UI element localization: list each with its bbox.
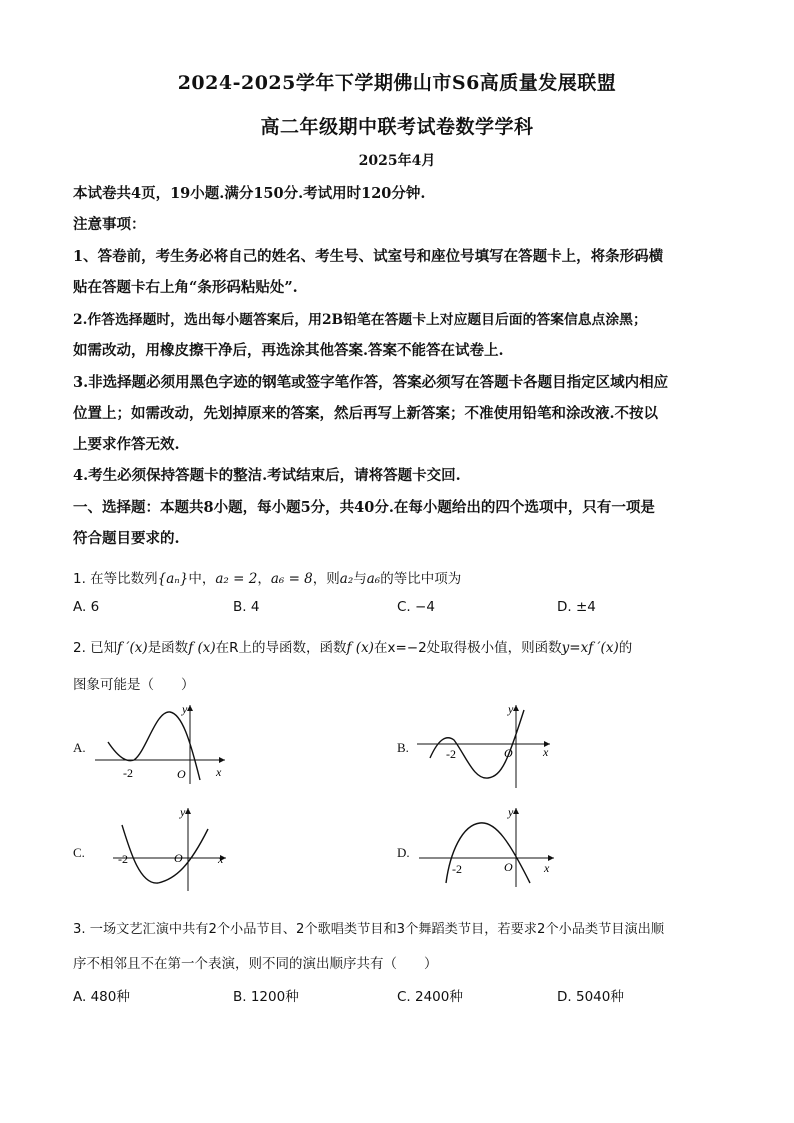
q2-fx: f (x): [346, 640, 374, 656]
y-axis-arrow: [187, 705, 193, 711]
y-label: y: [508, 702, 514, 716]
x-label: x: [544, 861, 550, 875]
x-label: x: [218, 852, 224, 866]
q3-option-b: B. 1200种: [233, 989, 299, 1005]
origin-label: O: [504, 746, 513, 760]
q2-fprime: f ′(x): [117, 640, 148, 656]
q1-text: 中，: [188, 571, 216, 587]
x-label: x: [216, 765, 222, 779]
notice-item-3-line3: 上要求作答无效.: [73, 436, 180, 453]
q1-sequence: {aₙ}: [157, 571, 189, 587]
origin-label: O: [504, 860, 513, 874]
q1-a6-value: a₆ = 8: [270, 571, 313, 587]
q3-option-a: A. 480种: [73, 989, 130, 1005]
q1-option-b: B. 4: [233, 599, 260, 615]
curve: [108, 712, 200, 780]
notice-item-3-line1: 3.非选择题必须用黑色字迹的钢笔或签字笔作答，答案必须写在答题卡各题目指定区域内相应: [73, 374, 669, 391]
q2-graph-a: [90, 700, 240, 785]
q1-text: 与: [353, 571, 367, 587]
notice-item-3-line2: 位置上；如需改动，先划掉原来的答案，然后再写上新答案；不准使用铅笔和涂改液.不按以: [73, 405, 659, 422]
y-label: y: [182, 702, 188, 716]
q2-text: 在R上的导函数，函数: [215, 640, 347, 656]
section1-heading-line1: 一、选择题：本题共8小题，每小题5分，共40分.在每小题给出的四个选项中，只有一项是: [73, 499, 655, 516]
q2-text: 在x=−2处取得极小值，则函数: [373, 640, 562, 656]
neg2-tick: -2: [452, 862, 462, 876]
q2-option-b-label: B.: [397, 740, 409, 755]
y-axis-arrow: [185, 808, 191, 814]
section1-heading-line2: 符合题目要求的.: [73, 530, 180, 547]
q2-text: 是函数: [147, 640, 189, 656]
q1-a2-value: a₂ = 2: [215, 571, 258, 587]
exam-title-line1: 2024-2025学年下学期佛山市S6高质量发展联盟: [177, 72, 617, 94]
notice-item-2-line1: 2.作答选择题时，选出每小题答案后，用2B铅笔在答题卡上对应题目后面的答案信息点涂黑；: [73, 312, 647, 328]
question-3-stem-line2: 序不相邻且不在第一个表演，则不同的演出顺序共有（ ）: [73, 956, 438, 972]
q2-y-xfprime: y=xf ′(x): [561, 640, 619, 656]
q1-a6-term: a₆: [366, 571, 381, 587]
notice-item-4: 4.考生必须保持答题卡的整洁.考试结束后，请将答题卡交回.: [73, 467, 461, 484]
question-2-stem-line2: 图象可能是（ ）: [73, 677, 195, 693]
exam-date: 2025年4月: [358, 153, 436, 169]
x-label: x: [543, 745, 549, 759]
neg2-tick: -2: [446, 747, 456, 761]
q2-text: 2. 已知: [73, 640, 118, 656]
q2-option-a-label: A.: [73, 740, 86, 755]
q1-option-c: C. −4: [397, 599, 435, 615]
y-axis-arrow: [513, 705, 519, 711]
q2-graph-c: [108, 803, 238, 893]
q3-option-d: D. 5040种: [557, 989, 624, 1005]
q2-option-c-label: C.: [73, 845, 85, 860]
q1-a2-term: a₂: [339, 571, 354, 587]
notice-heading: 注意事项：: [73, 216, 146, 233]
q2-graph-d: [414, 803, 564, 888]
q2-fx: f (x): [188, 640, 216, 656]
exam-summary: 本试卷共4页，19小题.满分150分.考试用时120分钟.: [73, 185, 426, 202]
notice-item-1-line1: 1、答卷前，考生务必将自己的姓名、考生号、试室号和座位号填写在答题卡上，将条形码横: [73, 248, 664, 265]
y-axis-arrow: [513, 808, 519, 814]
exam-title-line2: 高二年级期中联考试卷数学学科: [260, 116, 534, 138]
q3-option-c: C. 2400种: [397, 989, 463, 1005]
q2-graph-b: [412, 700, 562, 790]
q1-text: 1. 在等比数列: [73, 571, 158, 587]
q1-text: ，则: [312, 571, 340, 587]
q2-option-d-label: D.: [397, 845, 410, 860]
notice-item-2-line2: 如需改动，用橡皮擦干净后，再选涂其他答案.答案不能答在试卷上.: [73, 342, 504, 359]
y-label: y: [180, 805, 186, 819]
origin-label: O: [177, 767, 186, 781]
question-3-stem-line1: 3. 一场文艺汇演中共有2个小品节目、2个歌唱类节目和3个舞蹈类节目，若要求2个小品类节目演出顺: [73, 922, 665, 937]
q1-option-a: A. 6: [73, 599, 100, 615]
curve: [122, 825, 208, 883]
notice-item-1-line2: 贴在答题卡右上角“条形码粘贴处”.: [73, 279, 298, 296]
question-1-stem: [73, 567, 461, 587]
q1-text: 的等比中项为: [380, 571, 462, 587]
q1-option-d: D. ±4: [557, 599, 596, 615]
question-2-stem-line1: [73, 636, 632, 656]
q1-text: ，: [257, 571, 271, 587]
origin-label: O: [174, 851, 183, 865]
x-axis-arrow: [219, 757, 225, 763]
neg2-tick: -2: [123, 766, 133, 780]
y-label: y: [508, 805, 514, 819]
neg2-tick: -2: [118, 852, 128, 866]
q2-text: 的: [618, 640, 633, 656]
